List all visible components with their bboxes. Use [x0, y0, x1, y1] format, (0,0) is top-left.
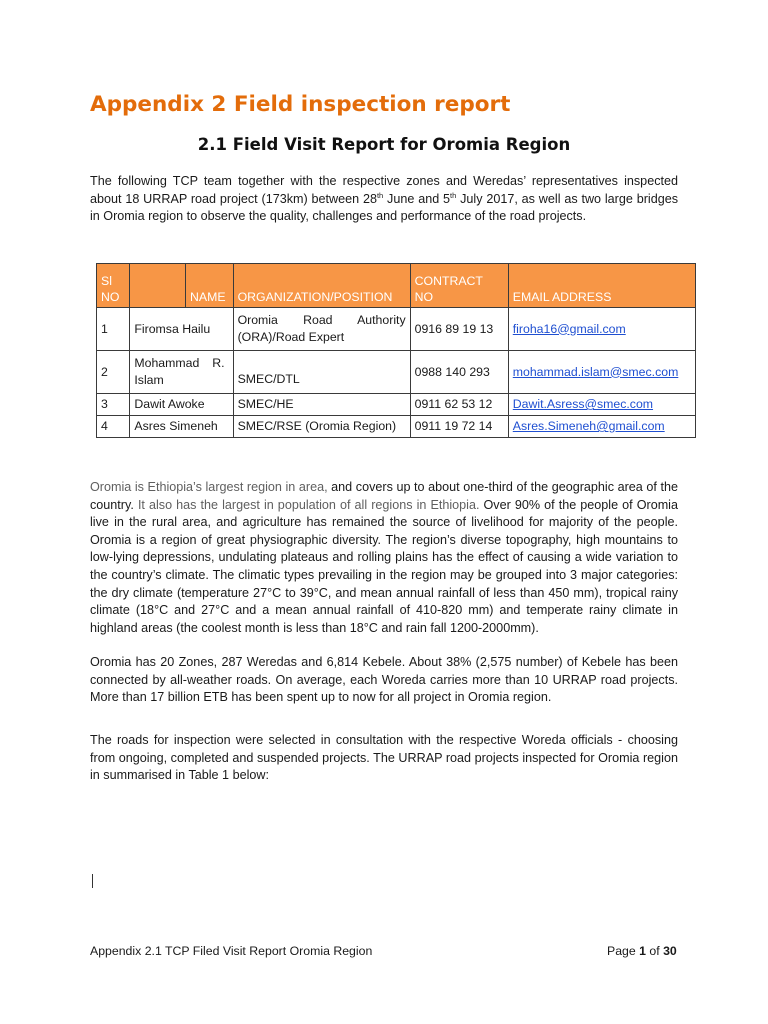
cell-si: 2	[97, 351, 130, 394]
page-total: 30	[663, 944, 677, 958]
header-name: NAME	[186, 264, 234, 308]
cell-email	[508, 416, 695, 438]
cell-contract: 0988 140 293	[410, 351, 508, 394]
cell-org-text: SMEC/DTL	[237, 371, 300, 386]
intro-sup-1: th	[376, 190, 384, 200]
page-of-label: of	[645, 944, 664, 958]
intro-paragraph	[90, 173, 678, 226]
page-number	[607, 944, 677, 958]
cell-org: SMEC/RSE (Oromia Region)	[233, 416, 410, 438]
cell-contract: 0911 62 53 12	[410, 394, 508, 416]
email-link[interactable]: mohammad.islam@smec.com	[512, 364, 679, 379]
overview-muted-a: Oromia is Ethiopia’s largest region in area,	[90, 480, 328, 494]
cell-email	[508, 308, 695, 351]
header-contract: CONTRACT NO	[410, 264, 508, 308]
cell-org	[233, 351, 410, 394]
header-si	[97, 264, 130, 308]
cell-org: Oromia Road Authority (ORA)/Road Expert	[233, 308, 410, 351]
oromia-overview-paragraph	[90, 479, 678, 637]
cell-org: SMEC/HE	[233, 394, 410, 416]
intro-sup-2: th	[450, 190, 457, 200]
table-row	[97, 394, 696, 416]
cell-name: Asres Simeneh	[130, 416, 233, 438]
cell-name: Firomsa Hailu	[130, 308, 233, 351]
section-title: 2.1 Field Visit Report for Oromia Region	[197, 135, 571, 154]
email-link[interactable]: firoha16@gmail.com	[512, 321, 626, 336]
table-row	[97, 351, 696, 394]
overview-text-b: Over 90% of the people of Oromia live in the rural area, and agriculture has remained the source of livelihood for majority of the people. Oromia is a region of great physiographic diversity. The region’s diverse topography, high mountains to low-lying depressions, undulating plateaus and rolling plains has the effect of causing a wide variation to the country’s climate. The climatic types prevailing in the region may be grouped into 3 major categories: the dry climate (temperature 27°C to 39°C, and mean annual rainfall of less than 450 mm), tropical rainy climate (18°C and 27°C and a mean annual rainfall of 410-820 mm) and temperate rainy climate in highland areas (the coolest month is less than 18°C and rain fall 1200-2000mm).	[90, 497, 678, 635]
header-organization: ORGANIZATION/POSITION	[233, 264, 410, 308]
footer-title: Appendix 2.1 TCP Filed Visit Report Oromia Region	[90, 944, 373, 958]
cell-email	[508, 394, 695, 416]
statistics-paragraph: Oromia has 20 Zones, 287 Weredas and 6,814 Kebele. About 38% (2,575 number) of Kebele has been connected by all-weather roads. On average, each Woreda carries more than 10 URRAP road projects. More than 17 billion ETB has been spent up to now for all project in Oromia region.	[90, 655, 678, 705]
cell-si: 3	[97, 394, 130, 416]
cell-si: 4	[97, 416, 130, 438]
cell-contract: 0911 19 72 14	[410, 416, 508, 438]
appendix-title: Appendix 2 Field inspection report	[90, 92, 511, 117]
header-si-line2: NO	[101, 290, 120, 304]
cell-email	[508, 351, 695, 394]
cell-si: 1	[97, 308, 130, 351]
road-selection-paragraph: The roads for inspection were selected in consultation with the respective Woreda officials - choosing from ongoing, completed and suspended projects. The URRAP road projects inspected for Oromia region in summarised in Table 1 below:	[90, 733, 678, 783]
cell-name: Dawit Awoke	[130, 394, 233, 416]
table-row	[97, 308, 696, 351]
table-header-row	[97, 264, 696, 308]
team-table	[96, 263, 696, 438]
cell-contract: 0916 89 19 13	[410, 308, 508, 351]
text-cursor	[92, 874, 93, 888]
header-si-line1: Sl	[101, 274, 112, 288]
intro-text-2: June and 5	[383, 191, 451, 206]
email-link[interactable]: Asres.Simeneh@gmail.com	[512, 419, 665, 433]
overview-text-a: and covers up to about one-third of the geographic area of the country.	[90, 480, 678, 512]
email-link[interactable]: Dawit.Asress@smec.com	[512, 397, 654, 411]
cell-name: Mohammad R. Islam	[130, 351, 233, 394]
intro-text-1: The following TCP team together with the respective zones and Weredas’ representatives inspected about 18 URRAP road project (173km) between 28	[90, 174, 678, 206]
table-row	[97, 416, 696, 438]
intro-text-3: July 2017, as well as two large bridges in Oromia region to observe the quality, challenges and performance of the road projects.	[90, 191, 678, 224]
header-blank	[130, 264, 186, 308]
overview-muted-b: It also has the largest in population of all regions in Ethiopia.	[137, 497, 480, 512]
header-email: EMAIL ADDRESS	[508, 264, 695, 308]
page-current: 1	[639, 944, 646, 958]
page-label: Page	[607, 944, 640, 958]
